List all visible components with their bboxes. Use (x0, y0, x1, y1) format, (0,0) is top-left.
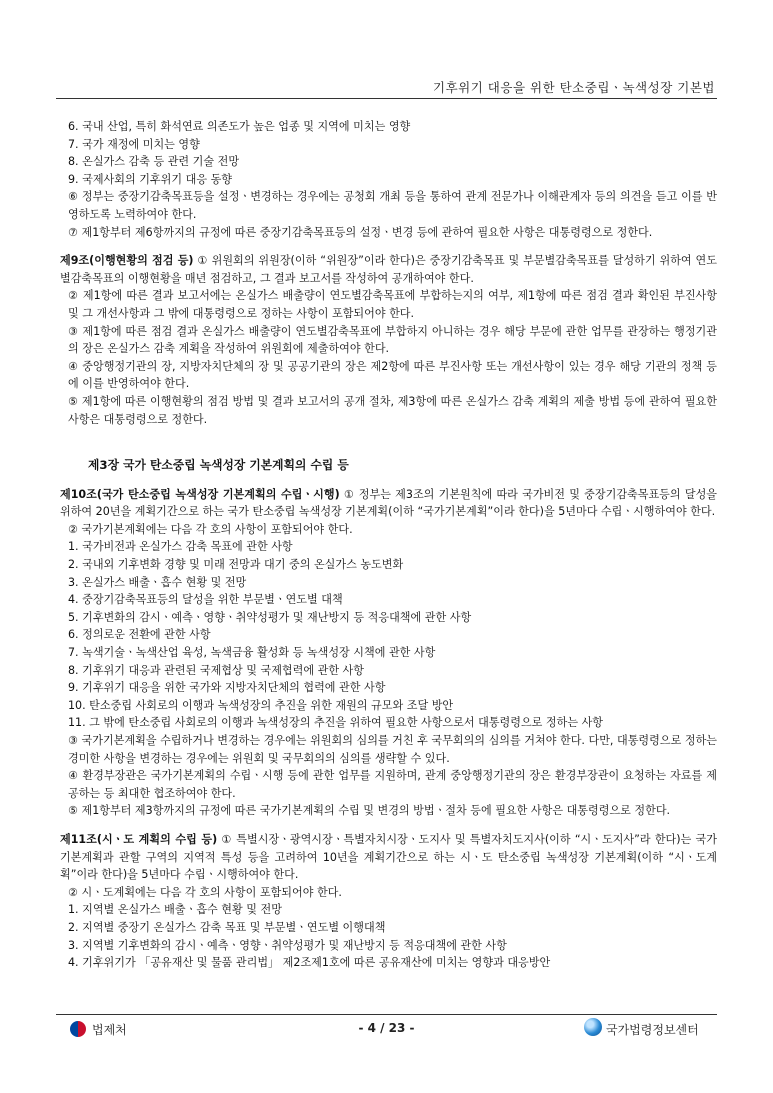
paragraph: ③ 제1항에 따른 점검 결과 온실가스 배출량이 연도별감축목표에 부합하지 아니하는 경우 해당 부문에 관한 업무를 관장하는 행정기관의 장은 온실가스 감축 계획을 작성하여 위원회에 제출하여야 한다. (68, 324, 717, 356)
paragraph: ④ 중앙행정기관의 장, 지방자치단체의 장 및 공공기관의 장은 제2항에 따른 부진사항 또는 개선사항이 있는 경우 해당 기관의 정책 등에 이를 반영하여야 한다. (68, 359, 717, 391)
list-item: 7. 국가 재정에 미치는 영향 (68, 137, 200, 151)
globe-icon (584, 1018, 602, 1036)
header-divider (56, 98, 717, 99)
paragraph: ⑦ 제1항부터 제6항까지의 규정에 따른 중장기감축목표등의 설정ㆍ변경 등에 관하여 필요한 사항은 대통령령으로 정한다. (68, 225, 653, 239)
paragraph: ③ 국가기본계획을 수립하거나 변경하는 경우에는 위원회의 심의를 거친 후 국무회의의 심의를 거쳐야 한다. 다만, 대통령령으로 정하는 경미한 사항을 변경하는 경우에는 위원회 및 국무회의의 심의를 생략할 수 있다. (68, 734, 717, 765)
paragraph: ① 특별시장ㆍ광역시장ㆍ특별자치시장ㆍ도지사 및 특별자치도지사(이하 “시ㆍ도지사”라 한다)는 국가기본계획과 관할 구역의 지역적 특성 등을 고려하여 10년을 계획기간으로 하는 시ㆍ도 탄소중립 녹색성장 기본계획(이하 “시ㆍ도계획”이라 한다)을 5년마다 수립ㆍ시행하여야 한다. (60, 832, 717, 882)
page-header (0, 0, 773, 96)
list-item: 5. 기후변화의 감시ㆍ예측ㆍ영향ㆍ취약성평가 및 재난방지 등 적응대책에 관한 사항 (68, 610, 472, 624)
footer-agency: 법제처 (92, 1023, 127, 1037)
paragraph: ① 위원회의 위원장(이하 “위원장”이라 한다)은 중장기감축목표 및 부문별감축목표를 달성하기 위하여 연도별감축목표의 이행현황을 매년 점검하고, 그 결과 보고서를 작성하여 공개하여야 한다. (60, 254, 717, 285)
list-item: 10. 탄소중립 사회로의 이행과 녹색성장의 추진을 위한 재원의 규모와 조달 방안 (68, 698, 454, 712)
list-item: 1. 지역별 온실가스 배출ㆍ흡수 현황 및 전망 (68, 903, 282, 917)
footer-site: 국가법령정보센터 (606, 1023, 699, 1037)
paragraph: ⑥ 정부는 중장기감축목표등을 설정ㆍ변경하는 경우에는 공청회 개최 등을 통하여 관계 전문가나 이해관계자 등의 의견을 듣고 이를 반영하도록 노력하여야 한다. (68, 190, 717, 221)
list-item: 7. 녹색기술ㆍ녹색산업 육성, 녹색금융 활성화 등 녹색성장 시책에 관한 사항 (68, 646, 436, 660)
article-heading: 제11조(시ㆍ도 계획의 수립 등) (60, 832, 218, 846)
paragraph: ② 시ㆍ도계획에는 다음 각 호의 사항이 포함되어야 한다. (68, 885, 342, 899)
list-item: 2. 지역별 중장기 온실가스 감축 목표 및 부문별ㆍ연도별 이행대책 (68, 920, 386, 934)
article-heading: 제9조(이행현황의 점검 등) (60, 254, 194, 268)
list-item: 4. 기후위기가 「공유재산 및 물품 관리법」 제2조제1호에 따른 공유재산에 미치는 영향과 대응방안 (68, 956, 551, 970)
list-item: 1. 국가비전과 온실가스 감축 목표에 관한 사항 (68, 540, 293, 554)
chapter-heading: 제3장 국가 탄소중립 녹색성장 기본계획의 수립 등 (88, 458, 349, 473)
paragraph: ④ 환경부장관은 국가기본계획의 수립ㆍ시행 등에 관한 업무를 지원하며, 관계 중앙행정기관의 장은 환경부장관이 요청하는 자료를 제공하는 등 최대한 협조하여야 한다. (68, 769, 717, 800)
list-item: 6. 정의로운 전환에 관한 사항 (68, 628, 211, 642)
paragraph: ② 제1항에 따른 결과 보고서에는 온실가스 배출량이 연도별감축목표에 부합하는지의 여부, 제1항에 따른 점검 결과 확인된 부진사항 및 그 개선사항과 그 밖에 대통령령으로 정하는 사항이 포함되어야 한다. (68, 289, 717, 320)
article-11 (60, 831, 717, 884)
article-9 (60, 252, 717, 287)
list-item: 9. 기후위기 대응을 위한 국가와 지방자치단체의 협력에 관한 사항 (68, 681, 386, 695)
list-item: 3. 지역별 기후변화의 감시ㆍ예측ㆍ영향ㆍ취약성평가 및 재난방지 등 적응대책에 관한 사항 (68, 938, 507, 952)
list-item: 8. 기후위기 대응과 관련된 국제협상 및 국제협력에 관한 사항 (68, 663, 364, 677)
list-item: 6. 국내 산업, 특히 화석연료 의존도가 높은 업종 및 지역에 미치는 영향 (68, 120, 411, 133)
list-item: 11. 그 밖에 탄소중립 사회로의 이행과 녹색성장의 추진을 위하여 필요한 사항으로서 대통령령으로 정하는 사항 (68, 716, 604, 730)
list-item: 3. 온실가스 배출ㆍ흡수 현황 및 전망 (68, 575, 247, 589)
paragraph: ① 정부는 제3조의 기본원칙에 따라 국가비전 및 중장기감축목표등의 달성을 위하여 20년을 계획기간으로 하는 국가 탄소중립 녹색성장 기본계획(이하 “국가기본계획”이라 한다)을 5년마다 수립ㆍ시행하여야 한다. (60, 487, 718, 519)
list-item: 2. 국내외 기후변화 경향 및 미래 전망과 대기 중의 온실가스 농도변화 (68, 558, 404, 572)
list-item: 9. 국제사회의 기후위기 대응 동향 (68, 172, 233, 186)
paragraph: ② 국가기본계획에는 다음 각 호의 사항이 포함되어야 한다. (68, 522, 353, 536)
paragraph: ⑤ 제1항에 따른 이행현황의 점검 방법 및 결과 보고서의 공개 절차, 제3항에 따른 온실가스 감축 계획의 제출 방법 등에 관하여 필요한 사항은 대통령령으로 정한다. (68, 394, 717, 426)
article-10 (60, 486, 717, 521)
list-item: 8. 온실가스 감축 등 관련 기술 전망 (68, 155, 240, 169)
list-item: 4. 중장기감축목표등의 달성을 위한 부문별ㆍ연도별 대책 (68, 593, 343, 607)
article-heading: 제10조(국가 탄소중립 녹색성장 기본계획의 수립ㆍ시행) (60, 487, 340, 501)
paragraph: ⑤ 제1항부터 제3항까지의 규정에 따른 국가기본계획의 수립 및 변경의 방법ㆍ절차 등에 필요한 사항은 대통령령으로 정한다. (68, 804, 671, 818)
footer-divider (56, 1014, 717, 1015)
page-number: - 4 / 23 - (358, 1021, 415, 1035)
document-body (60, 118, 717, 972)
law-title: 기후위기 대응을 위한 탄소중립ㆍ녹색성장 기본법 (433, 80, 715, 95)
